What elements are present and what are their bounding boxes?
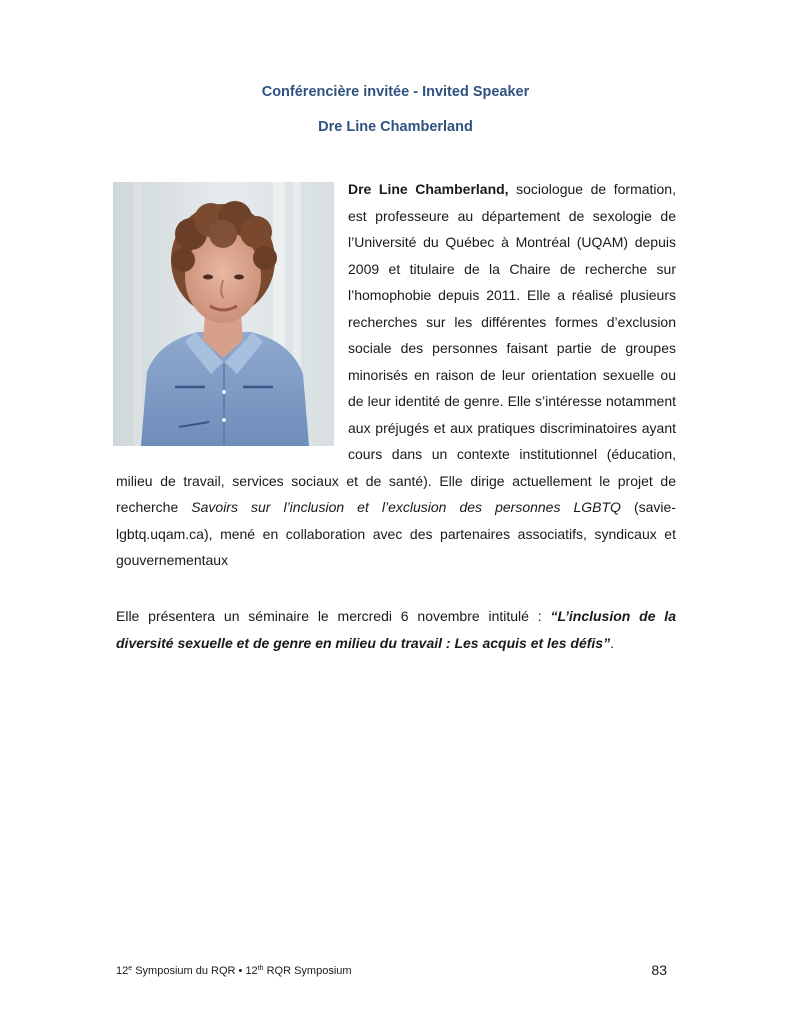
speaker-bio	[116, 176, 676, 574]
seminar-title: “L’inclusion de la diversité sexuelle et de genre en milieu du travail : Les acquis et les défis”	[116, 608, 676, 651]
seminar-announcement	[116, 603, 676, 656]
footer-name-fr: Symposium du RQR •	[132, 965, 246, 977]
seminar-end: .	[610, 634, 614, 651]
footer-edition-fr: 12	[116, 965, 129, 977]
page-number: 83	[651, 962, 667, 978]
bio-text-1: sociologue de formation, est professeure au département de sexologie de l’Université du Québec à Montréal (UQAM) depuis 2009 et titulaire de la Chaire de recherche sur l’homophobie depuis 2011. Elle a réalisé plusieurs recherches sur les différentes formes d’exclusion sociale des personnes faisant partie de groupes minorisés en raison de leur orientation sexuelle ou de leur identité de genre. Elle s’intéresse notamment aux préjugés et aux pratiques discriminatoires ayant cours dans un contexte institutionnel (éducation, milieu de travail, services sociaux et de santé). Elle dirige actuellement le projet de recherche	[116, 181, 676, 515]
footer-edition-en: 12	[245, 965, 258, 977]
speaker-name-heading: Dre Line Chamberland	[318, 119, 473, 135]
footer-edition-en-sup: th	[257, 965, 264, 972]
page-title: Conférencière invitée - Invited Speaker	[261, 84, 530, 100]
bio-text-2: (savie-lgbtq.uqam.ca), mené en collaboration avec des partenaires associatifs, syndicaux et gouvernementaux	[116, 499, 676, 568]
seminar-intro: Elle présentera un séminaire le mercredi 6 novembre intitulé :	[116, 608, 551, 624]
footer-symposium	[116, 965, 352, 977]
bio-speaker-name: Dre Line Chamberland,	[348, 181, 509, 197]
bio-project-title: Savoirs sur l’inclusion et l’exclusion des personnes LGBTQ	[191, 499, 621, 515]
footer-edition-fr-sup: e	[128, 965, 133, 972]
footer-name-en: RQR Symposium	[263, 965, 352, 977]
photo-spacer	[116, 176, 348, 456]
